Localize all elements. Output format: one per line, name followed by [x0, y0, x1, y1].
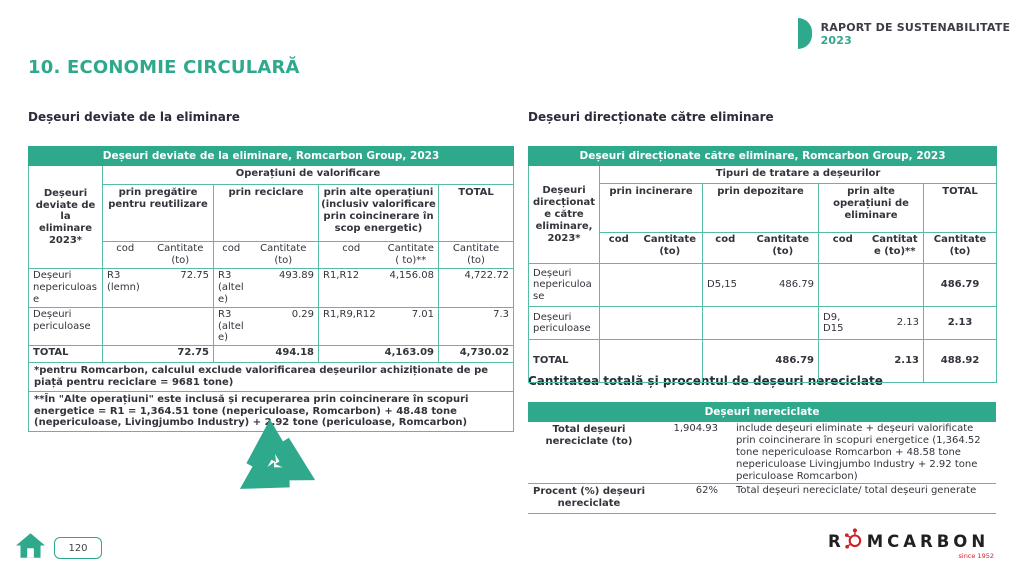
table-row — [528, 484, 996, 514]
total-cell: 7.3 — [439, 307, 514, 345]
description-cell: include deșeuri eliminate + deșeuri valorificate prin coincinerare în scopuri energetice (1,364.52 tone nepericuloase Romcarbon + 48.58 tone nepericuloase Livingjumbo Industry + 2.92 tone periculoase Romcarbon) — [730, 422, 996, 484]
col-group-landfill: prin depozitare — [703, 184, 819, 233]
cod-cell — [600, 307, 638, 340]
row-label: Deșeuri nepericuloase — [29, 269, 103, 307]
row-label: Deșeuri periculoase — [529, 307, 600, 340]
cod-cell — [600, 264, 638, 307]
cod-cell: R1,R9,R12 — [319, 307, 384, 345]
cod-cell — [819, 264, 867, 307]
section-heading-nonrecycled: Cantitatea totală și procentul de deșeuri nereciclate — [528, 374, 883, 388]
table-row — [529, 264, 997, 307]
cod-cell: D9, D15 — [819, 307, 867, 340]
qty-cell: 0.29 — [249, 307, 319, 345]
table-title: Deșeuri direcționate către eliminare, Romcarbon Group, 2023 — [529, 147, 997, 166]
footnote-2: **În "Alte operațiuni" este inclusă și recuperarea prin coincinerare în scopuri energetice = R1 = 1,364.51 tone (nepericuloase, Romcarbon) + 48.48 tone (nepericuloase, Livingjumbo Industry) + 2.92 tone (periculoase, Romcarbon) — [29, 391, 514, 431]
total-cell: 2.13 — [924, 307, 997, 340]
qty-cell — [638, 264, 703, 307]
cod-cell: R3 (altele) — [214, 269, 249, 307]
row-label: Deșeuri periculoase — [29, 307, 103, 345]
total-cell: 486.79 — [924, 264, 997, 307]
subcol-qty: Cantitate (to) — [748, 233, 819, 264]
romcarbon-logo — [828, 527, 996, 560]
subcol-cod: cod — [103, 242, 148, 269]
col-group-other: prin alte operațiuni (inclusiv valorificare prin coincinerare în scop energetic) — [319, 185, 439, 242]
cod-cell — [703, 307, 748, 340]
subcol-qty: Cantitate (to)** — [867, 233, 924, 264]
subcol-qty: Cantitate (to) — [638, 233, 703, 264]
report-year-text: 2023 — [820, 33, 852, 47]
total-qty-cell: 494.18 — [214, 346, 319, 363]
subcol-total-qty: Cantitate (to) — [439, 242, 514, 269]
col-group-incineration: prin incinerare — [600, 184, 703, 233]
leaf-icon — [798, 18, 812, 49]
subcol-qty: Cantitate (to) — [249, 242, 319, 269]
stub-header: Deșeuri direcționate către eliminare, 2023* — [529, 166, 600, 264]
subcol-cod: cod — [703, 233, 748, 264]
section-heading-diverted: Deșeuri deviate de la eliminare — [28, 110, 240, 124]
cod-cell: R1,R12 — [319, 269, 384, 307]
value-cell: 1,904.93 — [650, 422, 730, 484]
qty-cell: 486.79 — [748, 264, 819, 307]
qty-cell — [748, 307, 819, 340]
row-label: Total deșeuri nereciclate (to) — [528, 422, 650, 484]
stub-header: Deșeuri deviate de la eliminare 2023* — [29, 166, 103, 269]
report-badge — [798, 18, 1024, 49]
total-qty-cell: 72.75 — [103, 346, 214, 363]
total-qty-cell: 486.79 — [703, 340, 819, 383]
report-badge-label — [821, 21, 1024, 47]
footnote-1: *pentru Romcarbon, calculul exclude valorificarea deșeurilor achiziționate de pe piață pentru reciclare = 9681 tone) — [29, 363, 514, 392]
molecule-icon — [844, 527, 865, 555]
table-row — [529, 307, 997, 340]
group-header: Operațiuni de valorificare — [103, 166, 514, 185]
page-title: 10. ECONOMIE CIRCULARĂ — [28, 57, 300, 78]
qty-cell: 4,156.08 — [384, 269, 439, 307]
qty-cell: 2.13 — [867, 307, 924, 340]
qty-cell — [638, 307, 703, 340]
group-header: Tipuri de tratare a deșeurilor — [600, 166, 997, 184]
logo-tagline: since 1952 — [958, 552, 994, 560]
row-label: TOTAL — [529, 340, 600, 383]
recycle-icon — [212, 398, 338, 522]
logo-letters-rest: MCARBON — [866, 531, 990, 551]
qty-cell: 7.01 — [384, 307, 439, 345]
total-qty-cell: 4,163.09 — [319, 346, 439, 363]
row-label: Deșeuri nepericuloase — [529, 264, 600, 307]
diverted-waste-table — [28, 146, 514, 432]
report-title-text: RAPORT DE SUSTENABILITATE — [820, 20, 1011, 34]
cod-cell — [103, 307, 148, 345]
logo-letter-r: R — [828, 531, 845, 551]
grand-total-cell: 488.92 — [924, 340, 997, 383]
subcol-cod: cod — [214, 242, 249, 269]
page-number-badge — [54, 537, 102, 559]
page-number: 120 — [68, 542, 88, 554]
table-row — [528, 422, 996, 484]
value-cell: 62% — [650, 484, 730, 514]
qty-cell: 493.89 — [249, 269, 319, 307]
home-button[interactable] — [16, 532, 45, 563]
total-row — [529, 340, 997, 383]
qty-cell — [867, 264, 924, 307]
subcol-qty: Cantitate( to)** — [384, 242, 439, 269]
nonrecycled-waste-table — [528, 402, 996, 514]
subcol-cod: cod — [819, 233, 867, 264]
row-label: Procent (%) deșeuri nereciclate — [528, 484, 650, 514]
total-row — [29, 346, 514, 363]
section-heading-directed: Deșeuri direcționate către eliminare — [528, 110, 774, 124]
subcol-cod: cod — [600, 233, 638, 264]
description-cell: Total deșeuri nereciclate/ total deșeuri generate — [730, 484, 996, 514]
directed-waste-table — [528, 146, 997, 383]
subcol-qty: Cantitate (to) — [148, 242, 214, 269]
subcol-cod: cod — [319, 242, 384, 269]
cod-cell: R3 (lemn) — [103, 269, 148, 307]
table-title: Deșeuri nereciclate — [528, 403, 996, 422]
col-group-other: prin alte operațiuni de eliminare — [819, 184, 924, 233]
col-group-reuse: prin pregătire pentru reutilizare — [103, 185, 214, 242]
col-group-recycle: prin reciclare — [214, 185, 319, 242]
col-group-total: TOTAL — [924, 184, 997, 233]
grand-total-cell: 4,730.02 — [439, 346, 514, 363]
col-group-total: TOTAL — [439, 185, 514, 242]
cod-cell: D5,15 — [703, 264, 748, 307]
table-row — [29, 307, 514, 345]
total-qty-cell — [600, 340, 703, 383]
table-row — [29, 269, 514, 307]
qty-cell: 72.75 — [148, 269, 214, 307]
table-title: Deșeuri deviate de la eliminare, Romcarbon Group, 2023 — [29, 147, 514, 166]
cod-cell: R3 (altele) — [214, 307, 249, 345]
total-qty-cell: 2.13 — [819, 340, 924, 383]
qty-cell — [148, 307, 214, 345]
subcol-total-qty: Cantitate (to) — [924, 233, 997, 264]
row-label: TOTAL — [29, 346, 103, 363]
total-cell: 4,722.72 — [439, 269, 514, 307]
